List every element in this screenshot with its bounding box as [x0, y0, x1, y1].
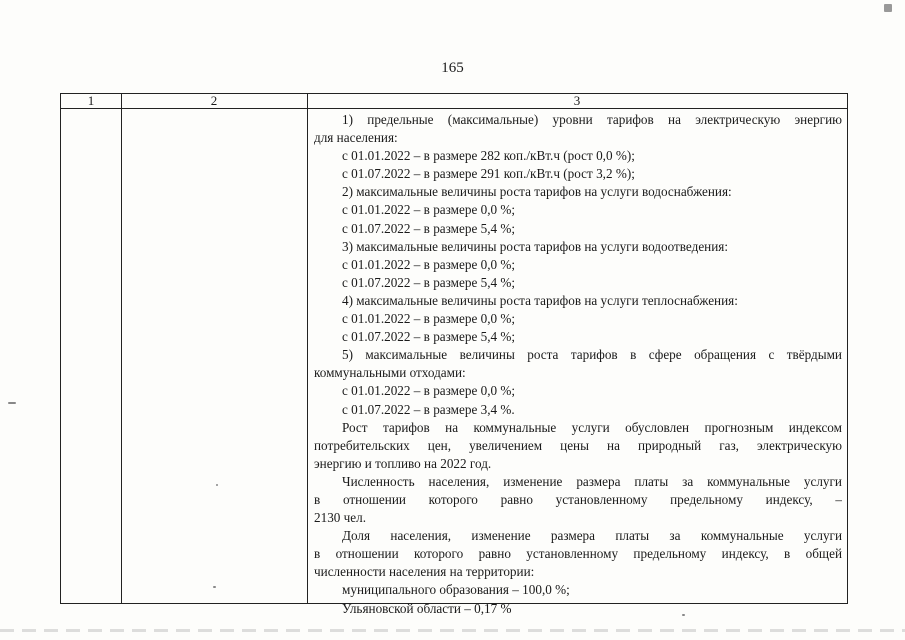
document-table: [60, 93, 848, 616]
text-line: 2130 чел.: [314, 510, 367, 526]
text-line: энергию и топливо на 2022 год.: [314, 455, 492, 471]
scan-edge: [0, 629, 905, 632]
text-line: Ульяновской области – 0,17 %: [342, 600, 512, 616]
text-line: потребительских цен, увеличением цены на природный газ, электрическую: [314, 437, 842, 453]
text-line: с 01.01.2022 – в размере 0,0 %;: [342, 383, 516, 399]
text-line: Численность населения, изменение размера платы за коммунальные услуги: [342, 473, 842, 489]
column-divider: [121, 94, 122, 603]
text-line: Рост тарифов на коммунальные услуги обусловлен прогнозным индексом: [342, 419, 842, 435]
text-line: 3) максимальные величины роста тарифов на услуги водоотведения:: [342, 238, 729, 254]
text-line: коммунальными отходами:: [314, 365, 466, 381]
scan-mark: [213, 586, 216, 588]
scan-mark: [8, 402, 16, 404]
text-line: с 01.01.2022 – в размере 0,0 %;: [342, 256, 516, 272]
page-number: 165: [441, 60, 464, 76]
scan-mark: [682, 614, 685, 616]
text-line: для населения:: [314, 130, 398, 146]
text-line: с 01.07.2022 – в размере 5,4 %;: [342, 329, 516, 345]
text-line: 4) максимальные величины роста тарифов на услуги теплоснабжения:: [342, 292, 738, 308]
text-line: с 01.07.2022 – в размере 5,4 %;: [342, 220, 516, 236]
column-3-content: [314, 111, 842, 618]
text-line: муниципального образования – 100,0 %;: [342, 582, 570, 598]
column-3-header: 3: [573, 93, 581, 108]
column-divider: [307, 94, 308, 603]
text-line: численности населения на территории:: [314, 564, 535, 580]
text-line: с 01.07.2022 – в размере 5,4 %;: [342, 274, 516, 290]
column-1-header: 1: [87, 93, 95, 108]
text-line: с 01.07.2022 – в размере 3,4 %.: [342, 401, 515, 417]
text-line: с 01.01.2022 – в размере 0,0 %;: [342, 311, 516, 327]
text-line: 1) предельные (максимальные) уровни тарифов на электрическую энергию: [342, 112, 842, 127]
text-line: с 01.01.2022 – в размере 0,0 %;: [342, 202, 516, 218]
scan-mark: [216, 484, 218, 486]
text-line: с 01.07.2022 – в размере 291 коп./кВт.ч (рост 3,2 %);: [342, 166, 635, 182]
text-line: 5) максимальные величины роста тарифов в сфере обращения с твёрдыми: [342, 347, 842, 363]
text-line: в отношении которого равно установленному предельному индексу, в общей: [314, 546, 842, 562]
column-2-header: 2: [210, 93, 218, 108]
text-line: в отношении которого равно установленному предельному индексу, –: [314, 491, 842, 507]
table-header-row: [61, 94, 847, 109]
text-line: 2) максимальные величины роста тарифов на услуги водоснабжения:: [342, 184, 732, 200]
text-line: Доля населения, изменение размера платы за коммунальные услуги: [342, 528, 842, 544]
scan-mark: [884, 4, 892, 12]
text-line: с 01.01.2022 – в размере 282 коп./кВт.ч (рост 0,0 %);: [342, 148, 635, 164]
